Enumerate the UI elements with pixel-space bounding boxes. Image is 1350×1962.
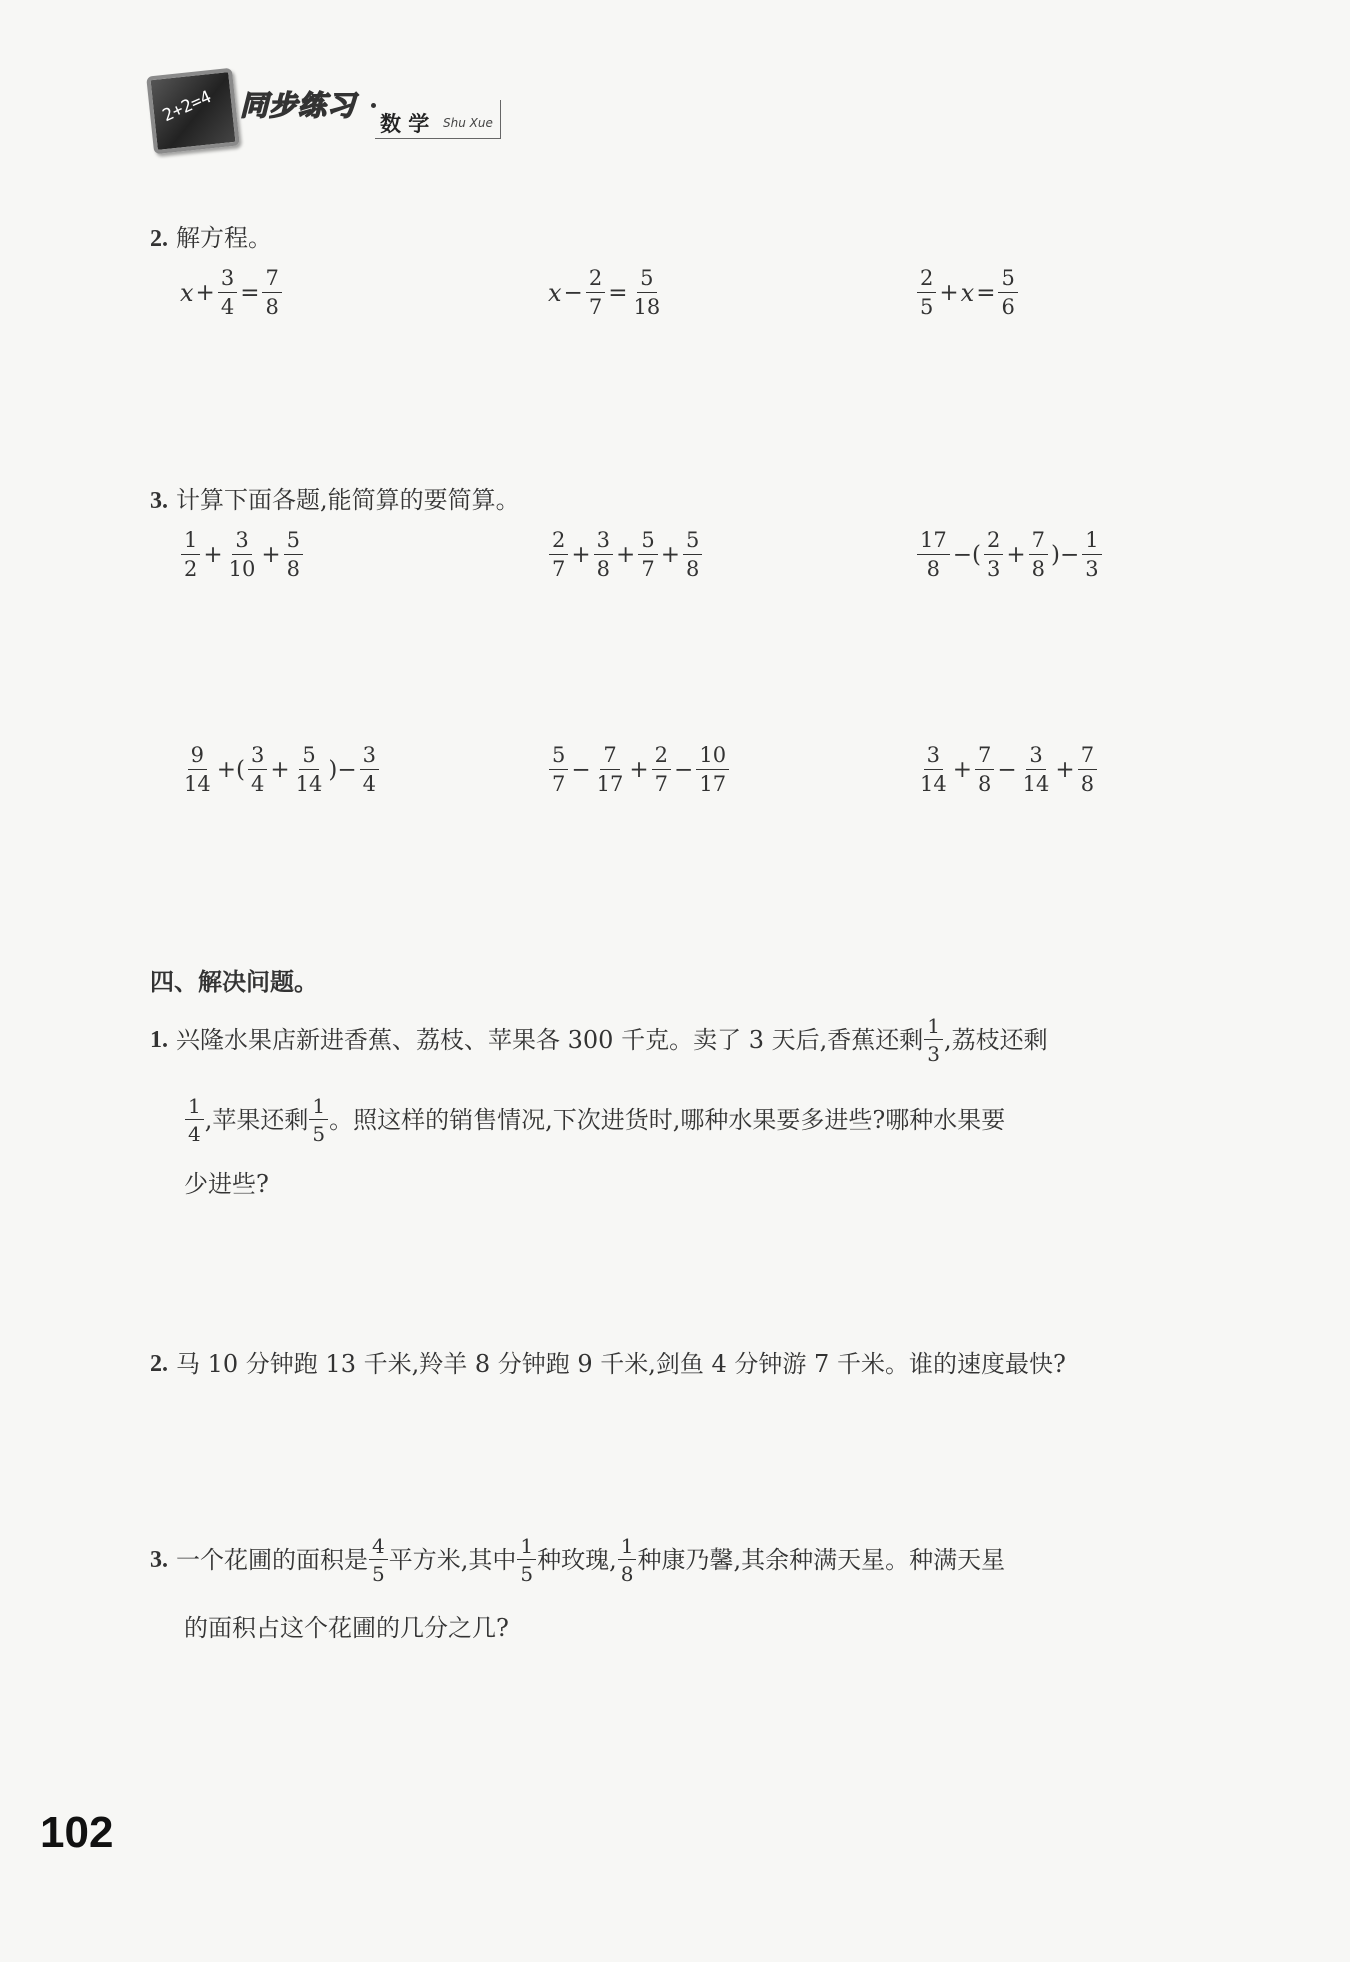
q3-expression-2 <box>548 530 703 580</box>
numerator: 7 <box>1078 745 1097 770</box>
p2-line-1 <box>150 1332 1066 1396</box>
q3-title <box>150 480 520 515</box>
denominator: 8 <box>596 557 611 581</box>
numerator: 5 <box>638 530 657 555</box>
denominator: 17 <box>596 772 624 796</box>
eq3-op: + <box>939 280 959 306</box>
numerator: 2 <box>652 745 671 770</box>
denominator: 4 <box>188 1122 201 1146</box>
p2-number: 2. <box>150 1351 168 1377</box>
operator: + <box>660 542 680 568</box>
denominator: 7 <box>641 557 655 581</box>
numerator: 7 <box>262 268 281 293</box>
numerator: 5 <box>637 268 656 293</box>
eq2-var: x <box>548 279 562 307</box>
operator: + <box>629 757 649 783</box>
denominator: 8 <box>265 295 279 319</box>
denominator: 7 <box>552 557 566 581</box>
operator: + <box>203 542 223 568</box>
denominator: 4 <box>220 295 235 319</box>
numerator: 3 <box>594 530 613 555</box>
denominator: 3 <box>1085 557 1099 581</box>
numerator: 2 <box>549 530 568 555</box>
numerator: 10 <box>696 745 729 770</box>
text-segment: 种玫瑰, <box>537 1546 617 1574</box>
q2-equation-2 <box>548 268 664 318</box>
numerator: 3 <box>360 745 379 770</box>
numerator: 1 <box>181 530 200 555</box>
fraction <box>1078 745 1097 795</box>
eq3-frac-b <box>998 268 1017 318</box>
denominator: 4 <box>362 772 376 796</box>
numerator: 7 <box>975 745 994 770</box>
numerator: 3 <box>924 745 943 770</box>
numerator: 1 <box>1082 530 1101 555</box>
fraction <box>638 530 657 580</box>
fraction <box>293 745 326 795</box>
subject-label: 数 学 <box>380 112 430 136</box>
numerator: 5 <box>299 745 318 770</box>
fraction <box>594 530 613 580</box>
fraction <box>975 745 994 795</box>
fraction <box>652 745 671 795</box>
denominator: 8 <box>978 772 992 796</box>
operator: − <box>997 757 1017 783</box>
numerator: 7 <box>1029 530 1048 555</box>
q2-number: 2. <box>150 226 168 252</box>
eq1-op: + <box>195 280 215 306</box>
denominator: 5 <box>920 295 934 319</box>
numerator: 2 <box>984 530 1003 555</box>
denominator: 3 <box>927 1042 940 1066</box>
operator: +( <box>216 757 245 783</box>
numerator: 5 <box>284 530 303 555</box>
q2-equation-3 <box>916 268 1019 318</box>
operator: −( <box>952 542 981 568</box>
denominator: 14 <box>1022 772 1050 796</box>
operator: )− <box>1051 542 1080 568</box>
subject-pinyin: Shu Xue <box>443 116 493 130</box>
p1-line-3: 少进些? <box>184 1170 269 1198</box>
numerator: 9 <box>188 745 207 770</box>
operator: + <box>952 757 973 783</box>
denominator: 8 <box>685 557 700 581</box>
fraction <box>517 1536 536 1584</box>
q3-expression-5 <box>548 745 730 795</box>
q3-number: 3. <box>150 488 168 514</box>
text-segment: 种康乃馨,其余种满天星。种满天星 <box>637 1546 1006 1574</box>
fraction <box>284 530 303 580</box>
fraction <box>360 745 379 795</box>
numerator: 1 <box>924 1016 943 1040</box>
p1-frac-1 <box>924 1016 943 1064</box>
denominator: 14 <box>295 772 323 796</box>
section4-title: 四、解决问题。 <box>150 968 318 996</box>
operator: + <box>270 757 290 783</box>
fraction <box>917 530 950 580</box>
p1-line-1 <box>150 1008 1048 1072</box>
operator: + <box>261 542 281 568</box>
numerator: 1 <box>185 1096 204 1120</box>
denominator: 7 <box>588 295 603 319</box>
fraction <box>248 745 267 795</box>
eq1-frac-a <box>218 268 237 318</box>
fraction <box>984 530 1003 580</box>
q2-text: 解方程。 <box>176 224 272 252</box>
p1-frac-2 <box>185 1096 204 1144</box>
fraction <box>549 530 568 580</box>
fraction <box>1020 745 1053 795</box>
board-text: 2+2=4 <box>159 87 215 127</box>
operator: + <box>616 542 636 568</box>
chalkboard-logo-icon <box>146 68 240 155</box>
numerator: 2 <box>586 268 605 293</box>
eq1-equals: = <box>240 280 260 306</box>
eq2-op: − <box>563 280 583 306</box>
denominator: 8 <box>1080 772 1095 796</box>
numerator: 5 <box>683 530 702 555</box>
operator: + <box>1055 757 1075 783</box>
text-segment: 。照这样的销售情况,下次进货时,哪种水果要多进些?哪种水果要 <box>329 1106 1006 1134</box>
eq1-frac-b <box>262 268 281 318</box>
denominator: 3 <box>986 557 1001 581</box>
operator: + <box>571 542 591 568</box>
eq3-var: x <box>960 279 975 307</box>
text-segment: 马 10 分钟跑 13 千米,羚羊 8 分钟跑 9 千米,剑鱼 4 分钟游 7 千米。谁的速度最快? <box>176 1350 1066 1378</box>
text-segment: 一个花圃的面积是 <box>176 1546 368 1574</box>
numerator: 1 <box>618 1536 637 1560</box>
denominator: 14 <box>920 772 947 796</box>
eq2-equals: = <box>608 280 628 306</box>
text-segment: ,荔枝还剩 <box>943 1026 1048 1054</box>
fraction <box>594 745 627 795</box>
eq1-var: x <box>180 279 194 307</box>
eq3-frac-a <box>917 268 936 318</box>
denominator: 4 <box>250 772 265 796</box>
p3-number: 3. <box>150 1547 168 1573</box>
p1-frac-3 <box>309 1096 328 1144</box>
text-segment: 兴隆水果店新进香蕉、荔枝、苹果各 300 千克。卖了 3 天后,香蕉还剩 <box>176 1026 924 1054</box>
denominator: 17 <box>699 772 727 796</box>
numerator: 3 <box>232 530 251 555</box>
text-segment: ,苹果还剩 <box>204 1106 309 1134</box>
fraction <box>549 745 568 795</box>
denominator: 10 <box>228 557 256 581</box>
fraction <box>1029 530 1048 580</box>
q2-equation-1 <box>180 268 283 318</box>
denominator: 14 <box>184 772 211 796</box>
eq3-equals: = <box>976 280 996 306</box>
operator: − <box>674 757 694 783</box>
q3-expression-6 <box>916 745 1098 795</box>
denominator: 5 <box>312 1122 326 1146</box>
operator: )− <box>328 757 357 783</box>
p3-line-2: 的面积占这个花圃的几分之几? <box>184 1614 509 1642</box>
operator: − <box>571 757 591 783</box>
q3-expression-1 <box>180 530 304 580</box>
eq2-frac-a <box>586 268 605 318</box>
denominator: 7 <box>654 772 669 796</box>
denominator: 7 <box>552 772 566 796</box>
eq2-frac-b <box>630 268 663 318</box>
denominator: 8 <box>926 557 941 581</box>
numerator: 1 <box>517 1536 536 1560</box>
p1-number: 1. <box>150 1027 168 1053</box>
denominator: 8 <box>620 1562 634 1586</box>
numerator: 5 <box>998 268 1017 293</box>
fraction <box>181 530 200 580</box>
numerator: 4 <box>369 1536 388 1560</box>
fraction <box>369 1536 388 1584</box>
q3-expression-3 <box>916 530 1103 580</box>
denominator: 2 <box>184 557 198 581</box>
q3-text: 计算下面各题,能简算的要简算。 <box>176 486 520 514</box>
brand-title: 同步练习 <box>240 89 357 122</box>
numerator: 3 <box>248 745 267 770</box>
numerator: 17 <box>917 530 950 555</box>
denominator: 5 <box>372 1562 385 1586</box>
fraction <box>1082 530 1101 580</box>
q2-title <box>150 218 272 253</box>
fraction <box>917 745 950 795</box>
denominator: 8 <box>1031 557 1046 581</box>
numerator: 3 <box>218 268 237 293</box>
text-segment: 平方米,其中 <box>388 1546 517 1574</box>
denominator: 18 <box>633 295 661 319</box>
numerator: 3 <box>1026 745 1045 770</box>
fraction <box>618 1536 637 1584</box>
denominator: 5 <box>520 1562 534 1586</box>
fraction <box>696 745 729 795</box>
fraction <box>226 530 259 580</box>
page-number: 102 <box>40 1808 114 1857</box>
p3-line-1 <box>150 1528 1005 1592</box>
numerator: 1 <box>309 1096 328 1120</box>
numerator: 7 <box>600 745 619 770</box>
operator: + <box>1006 542 1026 568</box>
denominator: 6 <box>1001 295 1015 319</box>
fraction <box>181 745 214 795</box>
numerator: 5 <box>549 745 568 770</box>
q3-expression-4 <box>180 745 380 795</box>
fraction <box>683 530 702 580</box>
numerator: 2 <box>917 268 936 293</box>
p1-line-2 <box>184 1088 1005 1152</box>
denominator: 8 <box>286 557 301 581</box>
